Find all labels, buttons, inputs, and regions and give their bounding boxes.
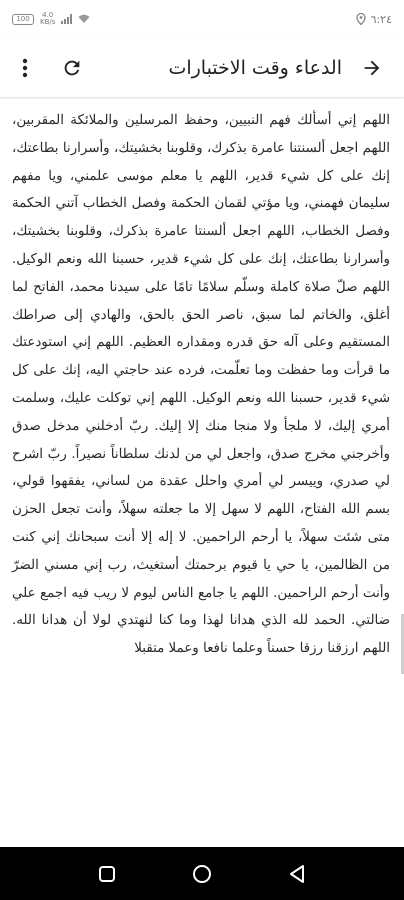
content-area[interactable] [0, 99, 404, 789]
arrow-forward-icon [361, 57, 383, 79]
page-title: الدعاء وقت الاختبارات [168, 57, 342, 79]
refresh-icon [61, 57, 83, 79]
status-bar [0, 0, 404, 38]
nav-back-button[interactable] [277, 854, 317, 894]
net-speed-unit: KB/s [40, 18, 56, 26]
battery-icon [12, 14, 34, 25]
recent-apps-button[interactable] [87, 854, 127, 894]
signal-icon [61, 14, 72, 24]
home-button[interactable] [182, 854, 222, 894]
more-options-button[interactable] [5, 48, 45, 88]
blank-area [0, 790, 404, 847]
content-fade [0, 772, 404, 790]
status-left [12, 12, 90, 26]
status-time: ٦:٢٤ [370, 12, 392, 26]
location-icon [356, 13, 366, 25]
refresh-button[interactable] [52, 48, 92, 88]
home-icon [192, 864, 212, 884]
system-nav-bar [0, 847, 404, 900]
app-bar [0, 38, 404, 98]
back-triangle-icon [288, 864, 306, 884]
net-speed [40, 12, 55, 26]
more-vert-icon [22, 58, 28, 78]
wifi-icon [78, 14, 90, 24]
prayer-text: اللهم إني أسألك فهم النبيين، وحفظ المرسلين والملائكة المقربين، اللهم اجعل ألسنتنا عامرة بذكرك، وقلوبنا بخشيتك، وأسرارنا بطاعتك، إنك على كل شيء قدير، اللهم يا معلم موسى علمني، ويا مفهم سليمان فهمني، ويا مؤتي لقمان الحكمة وفصل الخطاب آتني الحكمة وفصل الخطاب، اللهم اجعل ألسنتا عامرة بذكرك، وقلوبنا بخشيتك، وأسرارنا بطاعتك، إنك على كل شيء قدير، حسبنا الله ونعم الوكيل. اللهم صلّ صلاة كاملة وسلّم سلامًا تامًا على سيدنا محمد، الفاتح لما أغلق، والخاتم لما سبق، ناصر الحق بالحق، والهادي إلى صراطك المستقيم وعلى آله حق قدره ومقداره العظيم. اللهم إني استودعتك ما قرأت وما حفظت وما تعلّمت، فرده عند حاجتي اليه، إنك على كل شيء قدير، حسبنا الله ونعم الوكيل. اللهم إني توكلت عليك، وسلمت أمري إليك، لا ملجأ ولا منجا منك إلا إليك. ربّ أدخلني مدخل صدق وأخرجني مخرج صدق، واجعل لي من لدنك سلطاناً نصيراً. ربّ اشرح لي صدري، وييسر لي أمري واحلل عقدة من لساني، يفقهوا قولي، بسم الله الفتاح، اللهم لا سهل إلا ما جعلته سهلاً، وأنت تجعل الحزن متى شئت سهلاً، يا أرحم الراحمين. لا إله إلا أنت سبحانك إني كنت من الظالمين، يا حي يا قيوم برحمتك أستغيث، رب إني مسني الضرّ وأنت أرحم الراحمين. اللهم يا جامع الناس ليوم لا ريب فيه اجمع علي ضالتي. الحمد لله الذي هدانا لهذا وما كنا لنهتدي لولا أن هدانا الله. اللهم ارزقنا رزقا حسناً وعلما نافعا وعملا متقبلا [12, 113, 390, 657]
battery-level: 100 [16, 15, 30, 23]
recent-apps-icon [98, 865, 116, 883]
back-button[interactable] [352, 48, 392, 88]
net-speed-value: 4.0 [42, 11, 54, 19]
status-right [356, 13, 392, 26]
